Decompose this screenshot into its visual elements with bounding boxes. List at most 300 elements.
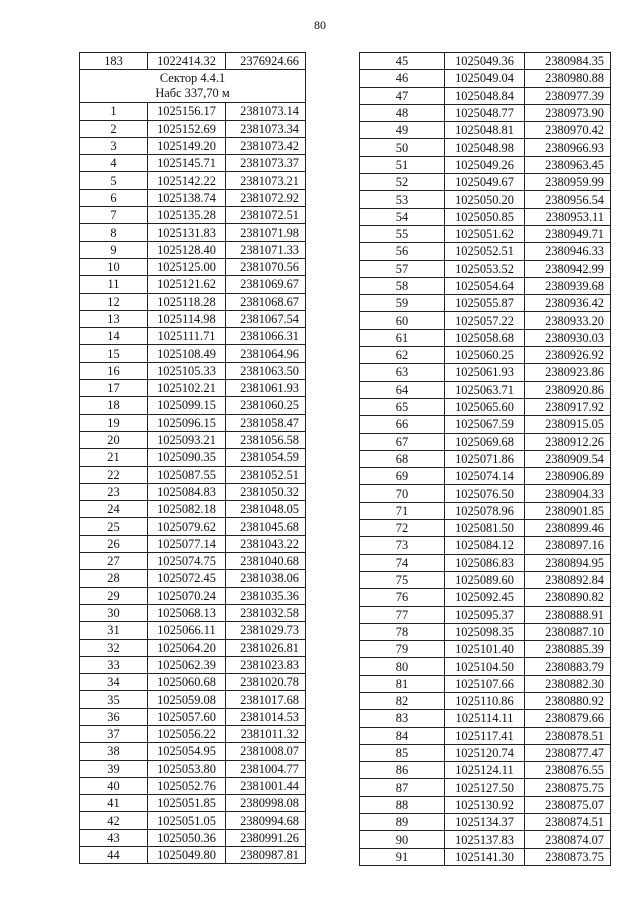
x-coordinate-cell: 1025134.37 (445, 814, 525, 831)
y-coordinate-cell: 2381058.47 (226, 414, 306, 431)
x-coordinate-cell: 1025145.71 (148, 155, 226, 172)
point-number-cell: 82 (360, 692, 445, 709)
table-row (80, 310, 306, 327)
table-row (360, 398, 611, 415)
point-number-cell: 71 (360, 502, 445, 519)
x-coordinate-cell: 1025066.11 (148, 622, 226, 639)
table-row (360, 727, 611, 744)
x-coordinate-cell: 1025053.52 (445, 260, 525, 277)
y-coordinate-cell: 2381029.73 (226, 622, 306, 639)
x-coordinate-cell: 1022414.32 (148, 53, 226, 70)
table-row (360, 53, 611, 70)
y-coordinate-cell: 2381067.54 (226, 310, 306, 327)
x-coordinate-cell: 1025065.60 (445, 398, 525, 415)
point-number-cell: 9 (80, 241, 148, 258)
point-number-cell: 31 (80, 622, 148, 639)
table-row (360, 243, 611, 260)
point-number-cell: 45 (360, 53, 445, 70)
x-coordinate-cell: 1025084.83 (148, 483, 226, 500)
y-coordinate-cell: 2380980.88 (525, 70, 611, 87)
x-coordinate-cell: 1025089.60 (445, 571, 525, 588)
section-title: Сектор 4.4.1 (159, 71, 226, 86)
x-coordinate-cell: 1025130.92 (445, 796, 525, 813)
table-row (360, 312, 611, 329)
table-row (80, 397, 306, 414)
table-row (80, 172, 306, 189)
x-coordinate-cell: 1025049.36 (445, 53, 525, 70)
x-coordinate-cell: 1025079.62 (148, 518, 226, 535)
y-coordinate-cell: 2381068.67 (226, 293, 306, 310)
point-number-cell: 41 (80, 795, 148, 812)
y-coordinate-cell: 2381054.59 (226, 449, 306, 466)
y-coordinate-cell: 2381070.56 (226, 258, 306, 275)
x-coordinate-cell: 1025114.11 (445, 710, 525, 727)
y-coordinate-cell: 2381017.68 (226, 691, 306, 708)
point-number-cell: 6 (80, 189, 148, 206)
y-coordinate-cell: 2381038.06 (226, 570, 306, 587)
table-row (80, 431, 306, 448)
y-coordinate-cell: 2381004.77 (226, 760, 306, 777)
y-coordinate-cell: 2380970.42 (525, 122, 611, 139)
point-number-cell: 62 (360, 347, 445, 364)
table-row (360, 485, 611, 502)
x-coordinate-cell: 1025051.62 (445, 225, 525, 242)
x-coordinate-cell: 1025099.15 (148, 397, 226, 414)
point-number-cell: 27 (80, 553, 148, 570)
point-number-cell: 65 (360, 398, 445, 415)
y-coordinate-cell: 2380909.54 (525, 450, 611, 467)
point-number-cell: 50 (360, 139, 445, 156)
y-coordinate-cell: 2380901.85 (525, 502, 611, 519)
y-coordinate-cell: 2381048.05 (226, 501, 306, 518)
point-number-cell: 22 (80, 466, 148, 483)
point-number-cell: 81 (360, 675, 445, 692)
table-row (80, 189, 306, 206)
point-number-cell: 16 (80, 362, 148, 379)
x-coordinate-cell: 1025117.41 (445, 727, 525, 744)
table-row (360, 831, 611, 848)
y-coordinate-cell: 2380883.79 (525, 658, 611, 675)
x-coordinate-cell: 1025096.15 (148, 414, 226, 431)
point-number-cell: 72 (360, 520, 445, 537)
point-number-cell: 75 (360, 571, 445, 588)
x-coordinate-cell: 1025050.85 (445, 208, 525, 225)
y-coordinate-cell: 2381071.33 (226, 241, 306, 258)
table-row (360, 381, 611, 398)
y-coordinate-cell: 2380897.16 (525, 537, 611, 554)
point-number-cell: 79 (360, 641, 445, 658)
table-row (360, 364, 611, 381)
table-row (80, 362, 306, 379)
y-coordinate-cell: 2380894.95 (525, 554, 611, 571)
point-number-cell: 73 (360, 537, 445, 554)
table-row (80, 345, 306, 362)
y-coordinate-cell: 2380977.39 (525, 87, 611, 104)
table-row (360, 450, 611, 467)
y-coordinate-cell: 2380904.33 (525, 485, 611, 502)
point-number-cell: 76 (360, 589, 445, 606)
x-coordinate-cell: 1025064.20 (148, 639, 226, 656)
y-coordinate-cell: 2380899.46 (525, 520, 611, 537)
x-coordinate-cell: 1025135.28 (148, 207, 226, 224)
y-coordinate-cell: 2381073.14 (226, 103, 306, 120)
y-coordinate-cell: 2381063.50 (226, 362, 306, 379)
y-coordinate-cell: 2381008.07 (226, 743, 306, 760)
y-coordinate-cell: 2380953.11 (525, 208, 611, 225)
page-number: 80 (314, 18, 326, 32)
y-coordinate-cell: 2381061.93 (226, 380, 306, 397)
x-coordinate-cell: 1025128.40 (148, 241, 226, 258)
x-coordinate-cell: 1025068.13 (148, 604, 226, 621)
point-number-cell: 84 (360, 727, 445, 744)
table-row (80, 639, 306, 656)
y-coordinate-cell: 2380879.66 (525, 710, 611, 727)
x-coordinate-cell: 1025131.83 (148, 224, 226, 241)
x-coordinate-cell: 1025137.83 (445, 831, 525, 848)
point-number-cell: 68 (360, 450, 445, 467)
table-row (360, 329, 611, 346)
table-row (80, 53, 306, 70)
y-coordinate-cell: 2380920.86 (525, 381, 611, 398)
x-coordinate-cell: 1025049.80 (148, 847, 226, 864)
x-coordinate-cell: 1025048.77 (445, 104, 525, 121)
y-coordinate-cell: 2380890.82 (525, 589, 611, 606)
table-row (80, 137, 306, 154)
table-row (360, 208, 611, 225)
x-coordinate-cell: 1025061.93 (445, 364, 525, 381)
x-coordinate-cell: 1025069.68 (445, 433, 525, 450)
table-row (360, 191, 611, 208)
table-row (80, 829, 306, 846)
x-coordinate-cell: 1025124.11 (445, 762, 525, 779)
point-number-cell: 70 (360, 485, 445, 502)
point-number-cell: 2 (80, 120, 148, 137)
y-coordinate-cell: 2381064.96 (226, 345, 306, 362)
point-number-cell: 51 (360, 156, 445, 173)
point-number-cell: 91 (360, 848, 445, 865)
y-coordinate-cell: 2380874.07 (525, 831, 611, 848)
table-row (360, 796, 611, 813)
table-row (80, 380, 306, 397)
x-coordinate-cell: 1025052.76 (148, 777, 226, 794)
x-coordinate-cell: 1025060.25 (445, 347, 525, 364)
point-number-cell: 10 (80, 258, 148, 275)
point-number-cell: 37 (80, 725, 148, 742)
table-row (360, 623, 611, 640)
table-row (360, 537, 611, 554)
table-row (80, 258, 306, 275)
table-row (360, 675, 611, 692)
y-coordinate-cell: 2381011.32 (226, 725, 306, 742)
table-row (80, 293, 306, 310)
point-number-cell: 33 (80, 656, 148, 673)
point-number-cell: 47 (360, 87, 445, 104)
point-number-cell: 183 (80, 53, 148, 70)
point-number-cell: 88 (360, 796, 445, 813)
point-number-cell: 28 (80, 570, 148, 587)
table-row (360, 779, 611, 796)
table-row (360, 70, 611, 87)
y-coordinate-cell: 2381073.42 (226, 137, 306, 154)
y-coordinate-cell: 2381052.51 (226, 466, 306, 483)
point-number-cell: 90 (360, 831, 445, 848)
y-coordinate-cell: 2381040.68 (226, 553, 306, 570)
x-coordinate-cell: 1025049.67 (445, 174, 525, 191)
table-row (80, 795, 306, 812)
table-row (80, 708, 306, 725)
point-number-cell: 19 (80, 414, 148, 431)
point-number-cell: 26 (80, 535, 148, 552)
point-number-cell: 18 (80, 397, 148, 414)
y-coordinate-cell: 2380892.84 (525, 571, 611, 588)
table-row (80, 501, 306, 518)
point-number-cell: 3 (80, 137, 148, 154)
x-coordinate-cell: 1025121.62 (148, 276, 226, 293)
x-coordinate-cell: 1025053.80 (148, 760, 226, 777)
x-coordinate-cell: 1025058.68 (445, 329, 525, 346)
x-coordinate-cell: 1025057.60 (148, 708, 226, 725)
point-number-cell: 20 (80, 431, 148, 448)
point-number-cell: 78 (360, 623, 445, 640)
point-number-cell: 58 (360, 277, 445, 294)
table-row (80, 812, 306, 829)
y-coordinate-cell: 2380966.93 (525, 139, 611, 156)
point-number-cell: 25 (80, 518, 148, 535)
y-coordinate-cell: 2380885.39 (525, 641, 611, 658)
x-coordinate-cell: 1025054.64 (445, 277, 525, 294)
y-coordinate-cell: 2381072.92 (226, 189, 306, 206)
table-row (360, 347, 611, 364)
x-coordinate-cell: 1025070.24 (148, 587, 226, 604)
y-coordinate-cell: 2381014.53 (226, 708, 306, 725)
section-header-row (80, 70, 306, 103)
y-coordinate-cell: 2380876.55 (525, 762, 611, 779)
point-number-cell: 74 (360, 554, 445, 571)
table-row (360, 554, 611, 571)
table-row (80, 518, 306, 535)
point-number-cell: 29 (80, 587, 148, 604)
x-coordinate-cell: 1025098.35 (445, 623, 525, 640)
x-coordinate-cell: 1025087.55 (148, 466, 226, 483)
y-coordinate-cell: 2380930.03 (525, 329, 611, 346)
y-coordinate-cell: 2380874.51 (525, 814, 611, 831)
table-row (80, 760, 306, 777)
table-row (80, 483, 306, 500)
coordinates-table-right (359, 52, 611, 866)
point-number-cell: 7 (80, 207, 148, 224)
table-row (80, 241, 306, 258)
point-number-cell: 53 (360, 191, 445, 208)
y-coordinate-cell: 2380949.71 (525, 225, 611, 242)
y-coordinate-cell: 2381069.67 (226, 276, 306, 293)
y-coordinate-cell: 2380877.47 (525, 744, 611, 761)
y-coordinate-cell: 2380873.75 (525, 848, 611, 865)
point-number-cell: 21 (80, 449, 148, 466)
x-coordinate-cell: 1025152.69 (148, 120, 226, 137)
point-number-cell: 66 (360, 416, 445, 433)
point-number-cell: 54 (360, 208, 445, 225)
y-coordinate-cell: 2380956.54 (525, 191, 611, 208)
x-coordinate-cell: 1025048.81 (445, 122, 525, 139)
y-coordinate-cell: 2381056.58 (226, 431, 306, 448)
table-row (80, 587, 306, 604)
y-coordinate-cell: 2381020.78 (226, 674, 306, 691)
x-coordinate-cell: 1025149.20 (148, 137, 226, 154)
table-row (360, 848, 611, 865)
x-coordinate-cell: 1025057.22 (445, 312, 525, 329)
y-coordinate-cell: 2381060.25 (226, 397, 306, 414)
table-row (80, 553, 306, 570)
x-coordinate-cell: 1025049.04 (445, 70, 525, 87)
point-number-cell: 64 (360, 381, 445, 398)
x-coordinate-cell: 1025074.75 (148, 553, 226, 570)
point-number-cell: 67 (360, 433, 445, 450)
point-number-cell: 17 (80, 380, 148, 397)
table-row (360, 710, 611, 727)
section-elevation: Набс 337,70 м (155, 86, 230, 101)
point-number-cell: 4 (80, 155, 148, 172)
point-number-cell: 43 (80, 829, 148, 846)
y-coordinate-cell: 2380991.26 (226, 829, 306, 846)
y-coordinate-cell: 2381045.68 (226, 518, 306, 535)
y-coordinate-cell: 2380912.26 (525, 433, 611, 450)
table-row (80, 207, 306, 224)
section-header-cell (80, 70, 306, 103)
table-row (360, 174, 611, 191)
x-coordinate-cell: 1025082.18 (148, 501, 226, 518)
y-coordinate-cell: 2380923.86 (525, 364, 611, 381)
point-number-cell: 86 (360, 762, 445, 779)
point-number-cell: 89 (360, 814, 445, 831)
y-coordinate-cell: 2376924.66 (226, 53, 306, 70)
y-coordinate-cell: 2380915.05 (525, 416, 611, 433)
y-coordinate-cell: 2380942.99 (525, 260, 611, 277)
point-number-cell: 87 (360, 779, 445, 796)
point-number-cell: 52 (360, 174, 445, 191)
x-coordinate-cell: 1025110.86 (445, 692, 525, 709)
x-coordinate-cell: 1025095.37 (445, 606, 525, 623)
x-coordinate-cell: 1025048.98 (445, 139, 525, 156)
table-row (80, 449, 306, 466)
table-row (80, 570, 306, 587)
table-row (80, 328, 306, 345)
x-coordinate-cell: 1025084.12 (445, 537, 525, 554)
x-coordinate-cell: 1025142.22 (148, 172, 226, 189)
table-row (360, 589, 611, 606)
table-row (360, 502, 611, 519)
x-coordinate-cell: 1025086.83 (445, 554, 525, 571)
y-coordinate-cell: 2380936.42 (525, 295, 611, 312)
x-coordinate-cell: 1025102.21 (148, 380, 226, 397)
point-number-cell: 55 (360, 225, 445, 242)
table-row (360, 295, 611, 312)
y-coordinate-cell: 2380882.30 (525, 675, 611, 692)
y-coordinate-cell: 2380880.92 (525, 692, 611, 709)
y-coordinate-cell: 2380906.89 (525, 468, 611, 485)
y-coordinate-cell: 2380963.45 (525, 156, 611, 173)
point-number-cell: 14 (80, 328, 148, 345)
point-number-cell: 61 (360, 329, 445, 346)
table-row (360, 260, 611, 277)
table-row (80, 604, 306, 621)
table-row (360, 762, 611, 779)
y-coordinate-cell: 2381073.21 (226, 172, 306, 189)
table-row (80, 691, 306, 708)
point-number-cell: 8 (80, 224, 148, 241)
point-number-cell: 34 (80, 674, 148, 691)
table-row (80, 120, 306, 137)
x-coordinate-cell: 1025138.74 (148, 189, 226, 206)
x-coordinate-cell: 1025127.50 (445, 779, 525, 796)
x-coordinate-cell: 1025050.20 (445, 191, 525, 208)
table-row (360, 156, 611, 173)
point-number-cell: 5 (80, 172, 148, 189)
x-coordinate-cell: 1025055.87 (445, 295, 525, 312)
x-coordinate-cell: 1025049.26 (445, 156, 525, 173)
x-coordinate-cell: 1025060.68 (148, 674, 226, 691)
point-number-cell: 56 (360, 243, 445, 260)
table-row (80, 777, 306, 794)
table-row (80, 847, 306, 864)
x-coordinate-cell: 1025114.98 (148, 310, 226, 327)
point-number-cell: 24 (80, 501, 148, 518)
point-number-cell: 12 (80, 293, 148, 310)
table-row (360, 520, 611, 537)
x-coordinate-cell: 1025108.49 (148, 345, 226, 362)
point-number-cell: 39 (80, 760, 148, 777)
point-number-cell: 32 (80, 639, 148, 656)
x-coordinate-cell: 1025051.85 (148, 795, 226, 812)
y-coordinate-cell: 2380926.92 (525, 347, 611, 364)
table-row (80, 103, 306, 120)
point-number-cell: 48 (360, 104, 445, 121)
x-coordinate-cell: 1025107.66 (445, 675, 525, 692)
x-coordinate-cell: 1025090.35 (148, 449, 226, 466)
y-coordinate-cell: 2380887.10 (525, 623, 611, 640)
table-row (80, 674, 306, 691)
point-number-cell: 60 (360, 312, 445, 329)
point-number-cell: 83 (360, 710, 445, 727)
table-row (360, 571, 611, 588)
y-coordinate-cell: 2380939.68 (525, 277, 611, 294)
point-number-cell: 30 (80, 604, 148, 621)
y-coordinate-cell: 2380973.90 (525, 104, 611, 121)
y-coordinate-cell: 2381026.81 (226, 639, 306, 656)
point-number-cell: 80 (360, 658, 445, 675)
x-coordinate-cell: 1025052.51 (445, 243, 525, 260)
y-coordinate-cell: 2381023.83 (226, 656, 306, 673)
table-row (80, 622, 306, 639)
table-row (360, 104, 611, 121)
table-row (80, 535, 306, 552)
point-number-cell: 11 (80, 276, 148, 293)
x-coordinate-cell: 1025059.08 (148, 691, 226, 708)
y-coordinate-cell: 2380875.75 (525, 779, 611, 796)
y-coordinate-cell: 2381073.37 (226, 155, 306, 172)
table-row (360, 433, 611, 450)
x-coordinate-cell: 1025105.33 (148, 362, 226, 379)
y-coordinate-cell: 2380875.07 (525, 796, 611, 813)
x-coordinate-cell: 1025054.95 (148, 743, 226, 760)
x-coordinate-cell: 1025111.71 (148, 328, 226, 345)
table-row (80, 466, 306, 483)
y-coordinate-cell: 2381050.32 (226, 483, 306, 500)
point-number-cell: 77 (360, 606, 445, 623)
y-coordinate-cell: 2380878.51 (525, 727, 611, 744)
x-coordinate-cell: 1025076.50 (445, 485, 525, 502)
x-coordinate-cell: 1025118.28 (148, 293, 226, 310)
table-row (360, 641, 611, 658)
